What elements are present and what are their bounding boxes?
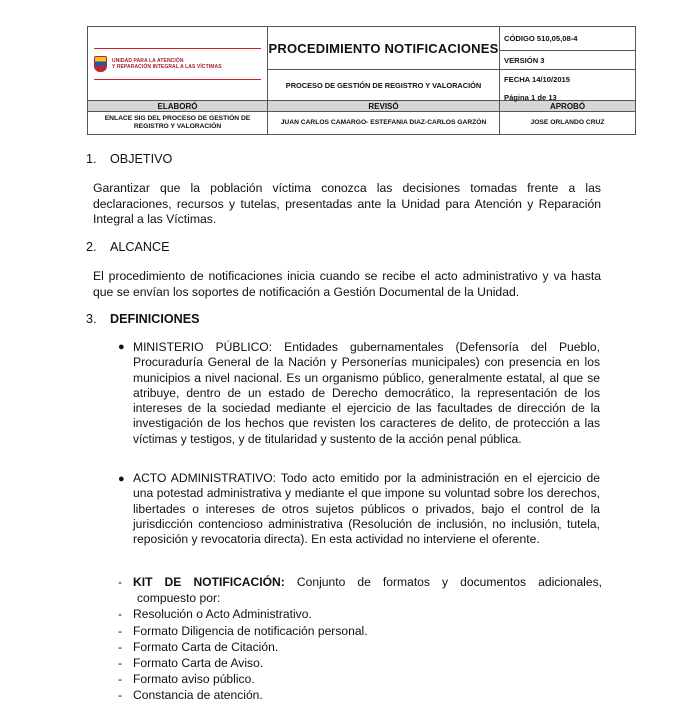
definition-text: Entidades gubernamentales (Defensoría del Pueblo, Procuraduría General de la Nación y Personerías municipales) con presencia en los municipios a nivel nacional. Es un organismo público, generalmente estatal, al que se atribuye, dentro de un estado de Derecho democrático, la representación de los intereses de la sociedad mediante el ejercicio de las facultades de dirección de la investigación de los hechos que revisten los caracteres de delito, de protección a las víctimas y testigos, y de titularidad y sustento de la acción penal pública. [133,340,600,446]
definition-acto-administrativo [133,471,600,547]
definition-text-continued: compuesto por: [137,591,221,606]
section-title: OBJETIVO [110,152,173,166]
kit-item: Formato Carta de Citación. [133,639,279,654]
elaboro-label: ELABORÓ [88,101,268,112]
section-title: ALCANCE [110,240,170,254]
section-number: 2. [86,240,97,254]
logo-cell [88,27,268,101]
definition-text: Conjunto de formatos y documentos adicionales, [284,575,602,589]
definition-kit-notificacion: - KIT DE NOTIFICACIÓN: Conjunto de formatos y documentos adicionales, compuesto por: - Resolución o Acto Administrativo. - Formato Diligencia de notificación personal. - Formato Carta de Citación. - Formato Carta de Aviso. - Formato aviso público. - Constancia de atención. [118,575,602,703]
aprobo-value: JOSE ORLANDO CRUZ [500,112,636,135]
definition-term: ACTO ADMINISTRATIVO [133,471,273,485]
definition-text: : Todo acto emitido por la administración en el ejercicio de una potestad administrativa y mediante el que impone su voluntad sobre los derechos, libertades o intereses de otros sujetos públicos o privados, bajo el control de la jurisdicción contencioso administrativa (Resolución de inclusión, no inclusión, tutela, reposición y revocatoria directa). En esta actividad no interviene el oferente. [133,471,600,547]
reviso-label: REVISÓ [268,101,500,112]
alcance-paragraph: El procedimiento de notificaciones inicia cuando se recibe el acto administrativo y va hasta que se envían los soportes de notificación a Gestión Documental de la Unidad. [93,269,601,299]
crest-icon [94,56,107,72]
page-number: Página 1 de 13 [504,93,557,102]
section-definiciones-heading [86,312,200,326]
section-title: DEFINICIONES [110,312,200,326]
section-objetivo-heading [86,152,172,166]
bullet-icon: ● [118,341,125,353]
definition-ministerio-publico [133,340,600,447]
logo-line1: UNIDAD PARA LA ATENCIÓN [112,57,184,64]
kit-item: Resolución o Acto Administrativo. [133,607,312,622]
process-name: PROCESO DE GESTIÓN DE REGISTRO Y VALORACIÓN [268,70,500,101]
document-title: PROCEDIMIENTO NOTIFICACIONES [268,27,500,70]
kit-item: Constancia de atención. [133,688,263,703]
kit-item: Formato Diligencia de notificación personal. [133,623,368,638]
document-header [87,26,636,135]
section-number: 3. [86,312,97,326]
bullet-icon: ● [118,473,125,485]
kit-item: Formato Carta de Aviso. [133,656,264,671]
objetivo-paragraph: Garantizar que la población víctima conozca las decisiones tomadas frente a las declaraciones, recursos y tutelas, presentadas ante la Unidad para Atención y Reparación Integral a las Víctimas. [93,181,601,226]
document-date: FECHA 14/10/2015 [504,75,570,84]
elaboro-value: ENLACE SIG DEL PROCESO DE GESTIÓN DE REGISTRO Y VALORACIÓN [88,112,268,135]
aprobo-label: APROBÓ [500,101,636,112]
section-alcance-heading [86,240,170,254]
document-code: CÓDIGO 510,05,08-4 [500,27,636,51]
definition-term: MINISTERIO PÚBLICO: [133,340,273,354]
section-number: 1. [86,152,97,166]
document-version: VERSIÓN 3 [500,51,636,70]
definition-term: KIT DE NOTIFICACIÓN: [133,575,285,589]
reviso-value: JUAN CARLOS CAMARGO- ESTEFANIA DIAZ-CARLOS GARZÓN [268,112,500,135]
unit-logo [88,56,267,72]
logo-line2: Y REPARACIÓN INTEGRAL A LAS VÍCTIMAS [112,63,222,70]
kit-item: Formato aviso público. [133,672,255,687]
